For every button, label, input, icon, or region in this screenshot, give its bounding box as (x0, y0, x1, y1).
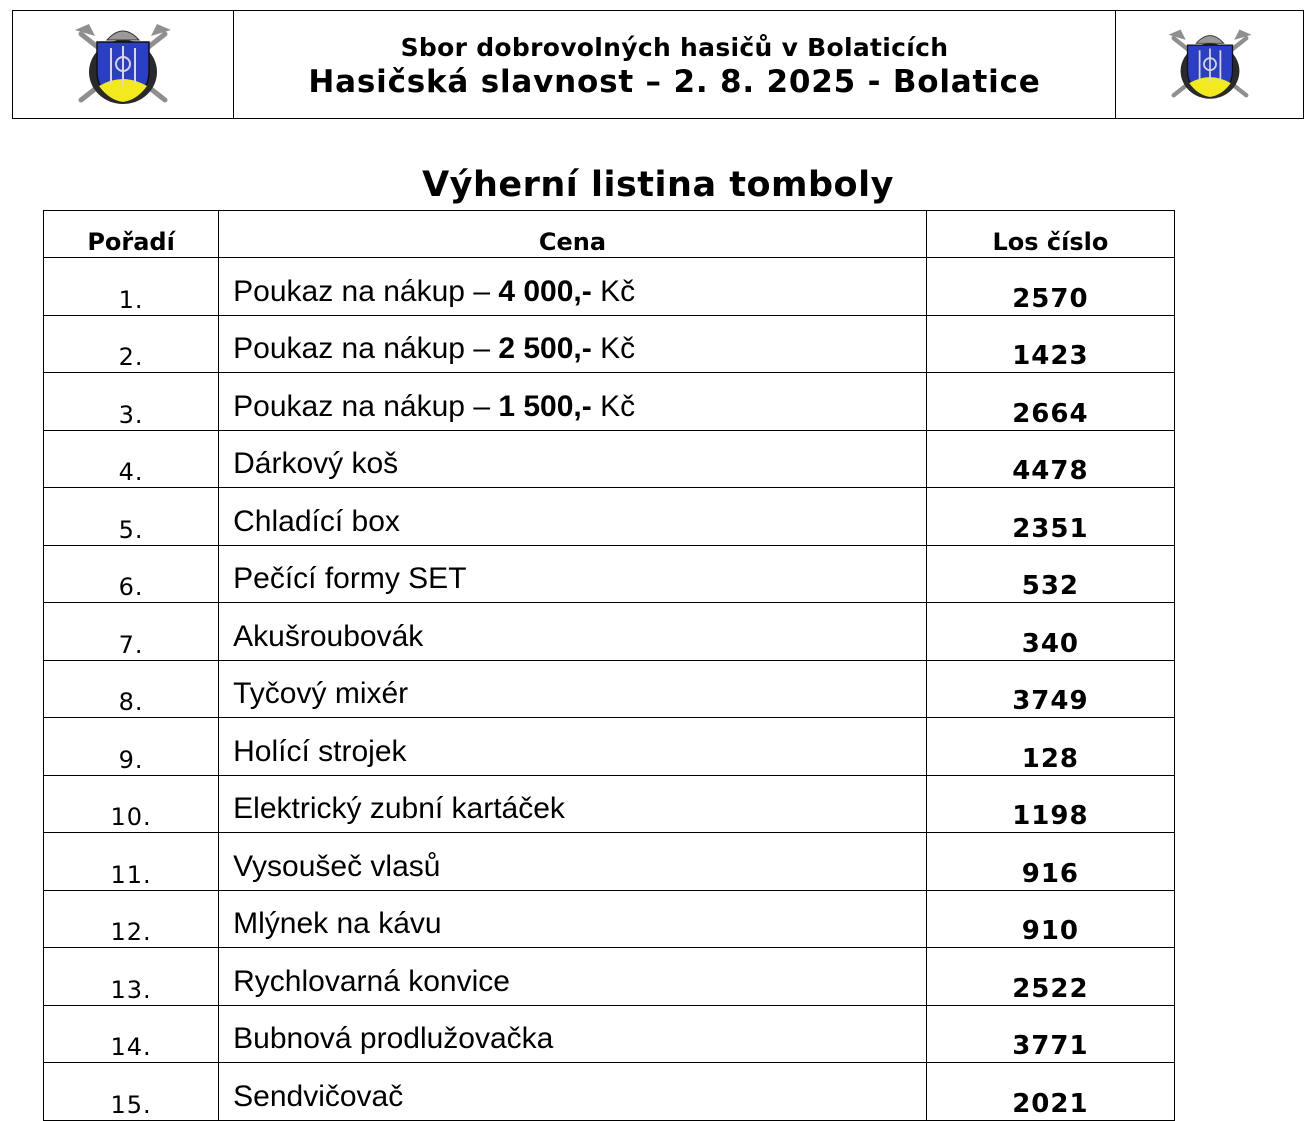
table-row (44, 890, 1175, 948)
ticket-number-cell: 1198 (926, 775, 1174, 833)
rank-cell: 3. (44, 373, 219, 431)
prize-amount: 4 000,- (498, 274, 592, 308)
prize-cell (219, 1063, 927, 1121)
table-row (44, 315, 1175, 373)
prize-name: Vysoušeč vlasů (233, 849, 441, 883)
ticket-number-cell: 4478 (926, 430, 1174, 488)
prize-amount: 2 500,- (498, 332, 592, 365)
prize-name: Poukaz na nákup – (233, 332, 499, 365)
prize-name: Poukaz na nákup – (233, 274, 499, 308)
ticket-number-cell: 910 (926, 890, 1174, 948)
rank-cell: 10. (44, 775, 219, 833)
prize-currency: Kč (591, 389, 636, 423)
ticket-number-cell: 3771 (926, 1005, 1174, 1063)
table-row (44, 488, 1175, 546)
prize-currency: Kč (591, 274, 636, 308)
prize-name: Holící strojek (233, 734, 407, 768)
table-row (44, 718, 1175, 776)
header-logo-cell-right (1115, 11, 1303, 118)
table-row (44, 603, 1175, 661)
prize-cell (219, 545, 927, 603)
prize-name: Rychlovarná konvice (233, 964, 510, 998)
column-header-rank: Pořadí (44, 211, 219, 258)
rank-cell: 13. (44, 948, 219, 1006)
rank-cell: 1. (44, 258, 219, 316)
prize-name: Sendvičovač (233, 1079, 404, 1113)
ticket-number-cell: 2664 (926, 373, 1174, 431)
table-row (44, 430, 1175, 488)
prize-cell (219, 948, 927, 1006)
table-row (44, 1063, 1175, 1121)
prize-name: Chladící box (233, 504, 400, 538)
rank-cell: 7. (44, 603, 219, 661)
prize-cell (219, 488, 927, 546)
rank-cell: 11. (44, 833, 219, 891)
table-row (44, 545, 1175, 603)
rank-cell: 14. (44, 1005, 219, 1063)
rank-cell: 12. (44, 890, 219, 948)
rank-cell: 6. (44, 545, 219, 603)
column-header-prize: Cena (219, 211, 927, 258)
ticket-number-cell: 916 (926, 833, 1174, 891)
ticket-number-cell: 2021 (926, 1063, 1174, 1121)
table-row (44, 948, 1175, 1006)
table-row (44, 660, 1175, 718)
rank-cell: 4. (44, 430, 219, 488)
rank-cell: 5. (44, 488, 219, 546)
prize-cell (219, 660, 927, 718)
prize-name: Tyčový mixér (233, 677, 409, 710)
prize-cell (219, 1005, 927, 1063)
prize-currency: Kč (591, 332, 636, 365)
rank-cell: 9. (44, 718, 219, 776)
prize-cell (219, 258, 927, 316)
document-header (12, 10, 1304, 119)
ticket-number-cell: 2522 (926, 948, 1174, 1006)
prize-cell (219, 718, 927, 776)
organization-name: Sbor dobrovolných hasičů v Bolaticích (400, 32, 949, 62)
prize-name: Dárkový koš (233, 447, 399, 480)
rank-cell: 15. (44, 1063, 219, 1121)
prize-cell (219, 833, 927, 891)
table-body (44, 258, 1175, 1121)
ticket-number-cell: 3749 (926, 660, 1174, 718)
prize-cell (219, 373, 927, 431)
rank-cell: 2. (44, 315, 219, 373)
prize-name: Pečící formy SET (233, 562, 467, 595)
prize-name: Elektrický zubní kartáček (233, 792, 565, 825)
ticket-number-cell: 532 (926, 545, 1174, 603)
table-row (44, 258, 1175, 316)
rank-cell: 8. (44, 660, 219, 718)
header-logo-cell-left (13, 11, 234, 118)
table-header-row (44, 211, 1175, 258)
prize-cell (219, 603, 927, 661)
document-title: Výherní listina tomboly (422, 165, 894, 205)
prize-amount: 1 500,- (498, 389, 592, 423)
ticket-number-cell: 340 (926, 603, 1174, 661)
table-row (44, 1005, 1175, 1063)
prize-name: Mlýnek na kávu (233, 907, 442, 940)
prize-name: Akušroubovák (233, 619, 424, 653)
prize-name: Poukaz na nákup – (233, 389, 499, 423)
ticket-number-cell: 2570 (926, 258, 1174, 316)
prize-cell (219, 430, 927, 488)
ticket-number-cell: 1423 (926, 315, 1174, 373)
results-table (43, 210, 1175, 1121)
ticket-number-cell: 128 (926, 718, 1174, 776)
firefighters-emblem-icon (71, 20, 175, 110)
table-row (44, 833, 1175, 891)
firefighters-emblem-icon (1165, 25, 1255, 105)
ticket-number-cell: 2351 (926, 488, 1174, 546)
column-header-ticket: Los číslo (926, 211, 1174, 258)
prize-name: Bubnová prodlužovačka (233, 1022, 554, 1055)
prize-cell (219, 890, 927, 948)
event-title: Hasičská slavnost – 2. 8. 2025 - Bolatice (308, 63, 1041, 100)
header-title-block (234, 11, 1115, 118)
table-row (44, 373, 1175, 431)
table-row (44, 775, 1175, 833)
prize-cell (219, 315, 927, 373)
prize-cell (219, 775, 927, 833)
